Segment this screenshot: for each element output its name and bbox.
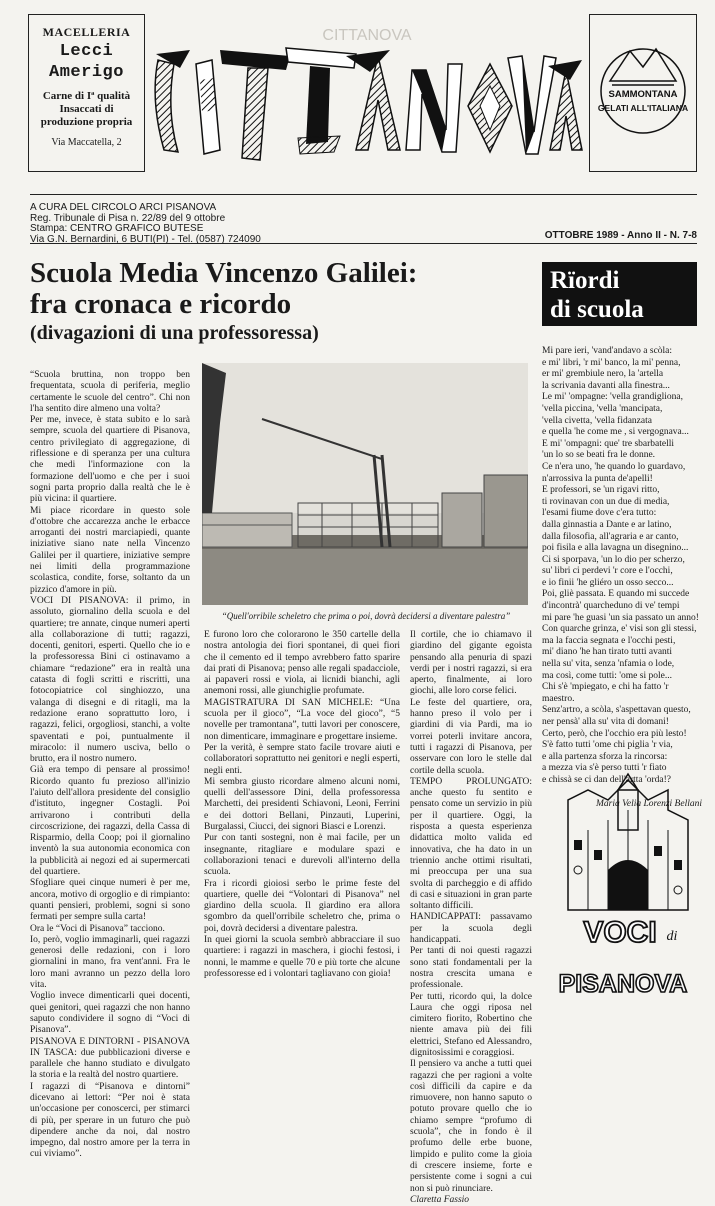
publication-info	[30, 203, 450, 245]
poem-line: su' libri ci perdevi 'r core e l'occhi,	[542, 566, 673, 577]
poem-line: mi' diano 'he han tirato tutti avanti	[542, 647, 673, 658]
poem-line: 'vella piccina, 'vella 'mancipata,	[542, 403, 663, 414]
paragraph: Mi piace ricordare in questo sole d'ottobre che accarezza anche le erbacce arroganti dei nostri marciapiedi, quante iniziative siano nate nella Vincenzo Galilei per il quartiere, iniziative sempre nei limiti della programmazione scolastica, condite, forse, soltanto da un pizzico d'amore in più.	[30, 505, 190, 595]
poem-line: E mi' 'ompagni: que' tre sbarbatelli	[542, 438, 675, 449]
poem-line: 'vella civetta, 'vella fidanzata	[542, 415, 652, 426]
poem-signature: Maria Velia Lorenzi Bellani	[596, 798, 702, 809]
paragraph: Per tanti di noi questi ragazzi sono stati fondamentali per la nostra crescita umana e professionale.	[410, 946, 532, 991]
paragraph: Io, però, voglio immaginarli, quei ragazzi generosi delle redazioni, con i loro giornalini in mano, fra vent'anni. Fra le loro mani avranno un pezzo della loro vita.	[30, 934, 190, 991]
poem-line: poi fisila e alla lavagna un disegnino...	[542, 543, 689, 554]
paragraph: PISANOVA E DINTORNI - PISANOVA IN TASCA: due pubblicazioni diverse e parallele che hanno studiato e divulgato la storia e la realtà del nostro quartiere.	[30, 1036, 190, 1081]
ad-macelleria-name-2: Amerigo	[49, 63, 124, 82]
issue-date: OTTOBRE 1989 - Anno II - N. 7-8	[544, 230, 697, 241]
ad-macelleria-line-6: produzione propria	[40, 116, 133, 128]
poem-line: Ce n'era uno, 'he quando lo guardavo,	[542, 461, 686, 472]
ad-macelleria	[28, 14, 145, 172]
ad-macelleria-line-4: Carne di Iª qualità	[42, 90, 131, 102]
paragraph: TEMPO PROLUNGATO: anche questo fu sentito e pensato come un servizio in più per il quartiere. Oggi, la risposta a questa esperienza didattica molto valida ed innovativa, che ha dato in un triennio anche ottimi risultati, mi preoccupa per una sua svolta di parcheggio e di affido di casi e situazioni in gran parte soltanto difficili.	[410, 776, 532, 912]
poem-line: mi pare 'he guasi 'un sia passato un anno!	[542, 612, 699, 623]
poem-line: e quella 'he come me , si vergognava...	[542, 427, 689, 438]
paragraph: Per tutti, ricordo qui, la dolce Laura che oggi riposa nel cimitero fiorito, Robertino che niente amava più dei fili elettrici, Stefano ed Alessandro, dignitosissimi e coraggiosi.	[410, 991, 532, 1058]
poem-line: d'incontrà' quarcheduno di ve' tempi	[542, 601, 680, 612]
poem-line: dalla ginnastia a Dante e ar latino,	[542, 519, 672, 530]
poem-line: E professori, se 'un rigavi ritto,	[542, 485, 660, 496]
vignette-line-1: VOCI	[583, 916, 657, 949]
info-line: Reg. Tribunale di Pisa n. 22/89 del 9 ottobre	[30, 212, 226, 224]
paragraph: Per la verità, è sempre stato facile trovare aiuti e collaboratori soprattutto nei genitori e negli esperti, negli enti.	[204, 742, 400, 776]
poem-line: e chissà se ci dan dell'artta 'orda!?	[542, 774, 671, 785]
poem-line: S'è fatto tutti 'ome chi piglia 'r via,	[542, 740, 673, 751]
headline	[30, 258, 530, 320]
paragraph: MAGISTRATURA DI SAN MICHELE: “Una scuola per il gioco”, “La voce del gioco”, “5 novelle per tramontana”, tutti lavori per conoscere, non dimenticare, immaginare e progettare insieme.	[204, 697, 400, 742]
poem-line: 'un lo so se beati fra le donne.	[542, 450, 656, 461]
poem-line: ti rovinavan con un due di media,	[542, 496, 670, 507]
author-signature: Claretta Fassio	[410, 1194, 470, 1205]
headline-line-1: Scuola Media Vincenzo Galilei:	[30, 257, 418, 289]
ad-macelleria-heading: MACELLERIA	[42, 25, 131, 39]
sammontana-logo	[590, 15, 696, 171]
poem-line: Le mi' 'ompagne: 'vella grandigliona,	[542, 392, 683, 403]
poem-line: ner pensà' alla su' vita di domani!	[542, 717, 669, 727]
headline-line-2: fra cronaca e ricordo	[30, 288, 292, 320]
poem-line: n'arrossiva la punta de'apelli!	[542, 473, 653, 484]
photo-construction-site	[202, 363, 528, 605]
subheadline: (divagazioni di una professoressa)	[30, 322, 319, 344]
masthead-logo	[150, 20, 584, 170]
paragraph: HANDICAPPATI: passavamo per la scuola degli handicappati.	[410, 912, 532, 946]
poem-line: e io finii 'he gliéro un osso secco...	[542, 577, 674, 588]
poem-line: ma la faccia segnata e l'occhi pesti,	[542, 635, 676, 646]
poem-line: ma così, come tutti: 'ome si pole...	[542, 670, 672, 681]
photo-caption: “Quell'orribile scheletro che prima o poi, dovrà decidersi a diventare palestra”	[221, 611, 511, 621]
paragraph: Le feste del quartiere, ora, hanno preso il volo per i giardini di via Pardi, ma io vorrei poterli invitare ancora, tutti i ragazzi di Pisanova, per osservare con loro le stelle dal cortile della scuola.	[410, 697, 532, 776]
poem-line: Ci si sporpava, 'un lo dio per scherzo,	[542, 554, 685, 565]
poem-line: a mezza via s'è perso tutti 'r fiato	[542, 763, 667, 774]
poem-line: er mi' grembiule nero, la 'artella	[542, 369, 664, 380]
poem-line: Certo, però, che l'occhio era più lesto!	[542, 728, 687, 739]
sammontana-brand: SAMMONTANA	[608, 89, 678, 100]
bottom-rule	[30, 243, 697, 244]
paragraph: E furono loro che colorarono le 350 cartelle della nostra antologia dei fiori spontanei, di quei fiori che il cemento ed il tempo avrebbero fatto sparire dai prati di Pisanova; penso alle regali spadacciole, ai papaveri rossi e viola, ai licnidi bianchi, agli anemoni rossi, alle giunchiglie profumate.	[204, 630, 400, 697]
sidebar-title	[542, 262, 697, 326]
paragraph: In quei giorni la scuola sembrò abbracciare il suo quartiere: i ragazzi in maschera, i giochi festosi, i nonni, le mamme e quelle 70 e più torte che alcune professoresse ed i volontari tagliavano con gioia!	[204, 935, 400, 979]
paragraph: Il pensiero va anche a tutti quei ragazzi che per ragioni a volte così difficili da capire e da rimuovere, non hanno saputo o potuto provare quello che io chiamo sempre “profumo di scuola”, che in fondo è il profumo delle erbe buone, limpido e pulito come la gioia di crescere insieme, forte e persistente come i sogni a cui non si può rinunciare.	[410, 1059, 532, 1194]
paragraph: Sfogliare quei cinque numeri è per me, ancora, motivo di orgoglio e di rimpianto: quanti pensieri, problemi, sogni si sono fermati per sempre sulla carta!	[30, 878, 190, 923]
ad-sammontana	[589, 14, 697, 172]
paragraph: Per me, invece, è stata subito e lo sarà sempre, scuola del quartiere di Pisanova, centro privilegiato di aggregazione, di riflessione e di speranza per una cultura che medi l'informazione con la formazione dell'uomo e che per i suoi sogni parta proprio dalla realtà che le è più vicina: il quartiere.	[30, 415, 190, 505]
poem	[542, 346, 702, 810]
info-line: Stampa: CENTRO GRAFICO BUTESE	[30, 223, 204, 234]
info-line: A CURA DEL CIRCOLO ARCI PISANOVA	[30, 202, 217, 213]
info-line: Via G.N. Bernardini, 6 BUTI(PI) - Tel. (0587) 724090	[30, 233, 261, 245]
sidebar-title-line-1: Rïordi	[550, 267, 620, 294]
poem-line: dalla filosofia, all'agraria e ar canto,	[542, 531, 679, 542]
poem-line: l'esami fiume dove c'era tutto:	[542, 508, 657, 519]
voci-di-pisanova-illustration	[548, 770, 698, 1010]
paragraph: Ora le “Voci di Pisanova” tacciono.	[30, 923, 165, 934]
poem-line: Mi pare ieri, 'vand'andavo a scòla:	[542, 346, 673, 356]
vignette-line-2: di	[666, 929, 678, 944]
poem-line: Con quarche grinza, e' visi son gli stessi,	[542, 624, 697, 635]
top-rule	[30, 194, 697, 195]
vignette-line-3: PISANOVA	[558, 970, 688, 998]
article-column-3	[410, 630, 532, 1206]
poem-line: nella su' vita, senza 'nfamia o lode,	[542, 659, 675, 670]
sidebar-title-line-2: di scuola	[550, 296, 644, 323]
paragraph: VOCI DI PISANOVA: il primo, in assoluto, giornalino della scuola e del quartiere; tre annate, cinque numeri aperti alla collaborazione di tutti; ragazzi, docenti, genitori, esperti. Quello che io e la professoressa Bini ci ostinavamo a chiamare “redazione” era in realtà una catasta di fogli scritti e riscritti, una fotocopiatrice col singhiozzo, una valanga di disegni e di ritagli, ma la redazione erano soprattutto loro, i ragazzi, felici, orgogliosi, stanchi, a volte spaventati e poi, puntualmente il miracolo: il numero usciva, bello o brutto, era il nostro numero.	[30, 595, 190, 765]
ad-macelleria-line-5: Insaccati di	[59, 103, 114, 115]
poem-line: Poi, gliè passata. E quando mi succede	[542, 589, 690, 600]
ad-macelleria-name-1: Lecci	[59, 42, 114, 61]
article-column-2	[204, 630, 400, 980]
poem-line: Senz'artro, a scòla, s'aspettavan questo,	[542, 705, 691, 716]
paragraph: “Scuola bruttina, non troppo ben frequentata, scuola di periferia, meglio certamente le scuole del centro”. Chi non l'ha sentito dire almeno una volta?	[30, 370, 190, 414]
poem-line: la scrivania davanti alla finestra...	[542, 380, 670, 391]
paragraph: Voglio invece dimenticarli quei docenti, quei genitori, quei ragazzi che non hanno saputo condividere il sogno di “Voci di Pisanova”.	[30, 991, 190, 1036]
article-column-1	[30, 370, 190, 1161]
masthead-ghost-text: CITTANOVA	[322, 27, 412, 44]
poem-line: e mi' libri, 'r mi' banco, la mi' penna,	[542, 357, 681, 368]
poem-line: Chi s'è 'mpiegato, e chi ha fatto 'r maestro.	[542, 682, 669, 704]
ad-macelleria-address: Via Maccatella, 2	[51, 137, 122, 148]
paragraph: Mi sembra giusto ricordare almeno alcuni nomi, quelli dell'assessore Dini, della professoressa Marchetti, dei presidenti Schiavoni, Leoni, Ferrini e dei dottori Bellani, Pinzauti, Luperini, Burgalassi, Ciucci, dei signori Biasci e Lorenzi.	[204, 776, 400, 833]
paragraph: Già era tempo di pensare al prossimo! Ricordo quanto fu prezioso all'inizio l'aiuto dell'allora presidente del consiglio d'istituto, ingegner Costagli. Poi arrivarono i contributi della circoscrizione, dei ragazzi, della Cassa di Risparmio, della Coop; poi il giornalino inventò la sua autonomia economica con la pubblicità ai negozi ed ai supermercati del quartiere.	[30, 765, 190, 878]
paragraph: Il cortile, che io chiamavo il giardino del gigante egoista pensando alla penuria di spazi verdi per i nostri ragazzi, si era aperto, finalmente, ai loro giochi, alle loro corse felici.	[410, 630, 532, 697]
paragraph: Fra i ricordi gioiosi serbo le prime feste del quartiere, quelle dei “Volontari di Pisanova” nel giardino della scuola. Il giardino era allora sgombro da quell'orribile scheletro che, prima o poi, dovrà decidersi a diventare palestra.	[204, 878, 400, 934]
sammontana-tagline: GELATI ALL'ITALIANA	[597, 103, 689, 113]
paragraph: I ragazzi di “Pisanova e dintorni” dicevano ai lettori: “Per noi è stata un'occasione per conoscerci, per stimarci di più, per sperare in un futuro che può dipendere anche da noi, dal nostro impegno, dal nostro amore per la terra in cui viviamo”.	[30, 1081, 190, 1160]
paragraph: Pur con tanti sostegni, non è mai facile, per un insegnante, ritagliare e modulare spazi e collaborazioni tenaci e durevoli all'interno della scuola.	[204, 833, 400, 878]
poem-line: e alla partenza sforza la rincorsa:	[542, 751, 668, 762]
